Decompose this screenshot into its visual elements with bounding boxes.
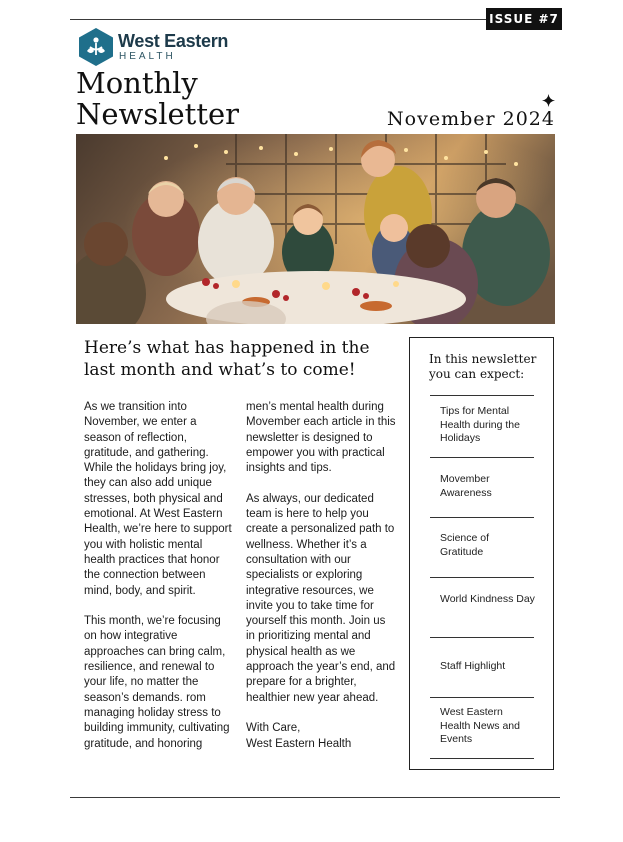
brand-name: West Eastern [118, 31, 229, 51]
brand-subtitle: HEALTH [119, 51, 176, 62]
issue-badge: ISSUE #7 [486, 8, 562, 30]
toc-item-gratitude[interactable]: Science of Gratitude [440, 532, 490, 558]
title-line-2: Newsletter [76, 97, 240, 131]
toc-item-kindness-day[interactable]: World Kindness Day [440, 593, 535, 605]
paragraph: As always, our dedicated team is here to help you create a personalized path to wellness. Whether it’s a consultation with our specialists or exploring integrative resources, we invite you to take time for yourself this month. Join us in prioritizing mental and physical health as we approach the year’s end, and prepare for a brighter, healthier new year ahead. [246, 492, 396, 704]
signoff-line-2: West Eastern Health [246, 737, 352, 750]
body-column-right [246, 400, 396, 767]
toc-divider [430, 395, 534, 396]
toc-divider [430, 577, 534, 578]
paragraph: men’s mental health during Movember each article in this newsletter is designed to empower you with practical insights and tips. [246, 401, 396, 475]
toc-divider [430, 637, 534, 638]
signoff [246, 721, 396, 752]
toc-item-staff-highlight[interactable]: Staff Highlight [440, 660, 506, 672]
section-heading: Here’s what has happened in the last month and what’s to come! [84, 338, 370, 380]
family-dinner-photo-icon [76, 134, 555, 324]
sparkle-icon [542, 94, 555, 107]
logo-hexagon-icon [78, 27, 114, 67]
signoff-line-1: With Care, [246, 722, 301, 735]
body-column-left [84, 400, 236, 767]
toc-title: In this newsletter you can expect: [429, 352, 537, 381]
hero-image [76, 134, 555, 324]
toc-divider [430, 697, 534, 698]
table-of-contents [409, 337, 554, 770]
page-title [76, 68, 239, 130]
paragraph: This month, we’re focusing on how integrative approaches can bring calm, resilience, and renewal to your life, no matter the season’s demands. rom managing holiday stress to building immunity, cultivating gratitude, and honoring [84, 615, 230, 750]
bottom-rule [70, 797, 560, 798]
toc-item-mental-health-holidays[interactable]: Tips for Mental Health during the Holidays [440, 405, 520, 444]
toc-item-movember[interactable]: Movember Awareness [440, 473, 492, 499]
toc-divider [430, 517, 534, 518]
toc-item-news-events[interactable]: West Eastern Health News and Events [440, 706, 520, 745]
issue-date: November 2024 [387, 108, 555, 130]
title-line-1: Monthly [76, 66, 198, 100]
toc-divider [430, 457, 534, 458]
toc-divider [430, 758, 534, 759]
paragraph: As we transition into November, we enter a season of reflection, gratitude, and gathering. While the holidays bring joy, they can also add unique stresses, both physical and emotional. At West Eastern Health, we’re here to support you with holistic mental health practices that honor the connection between mind, body, and spirit. [84, 401, 232, 597]
